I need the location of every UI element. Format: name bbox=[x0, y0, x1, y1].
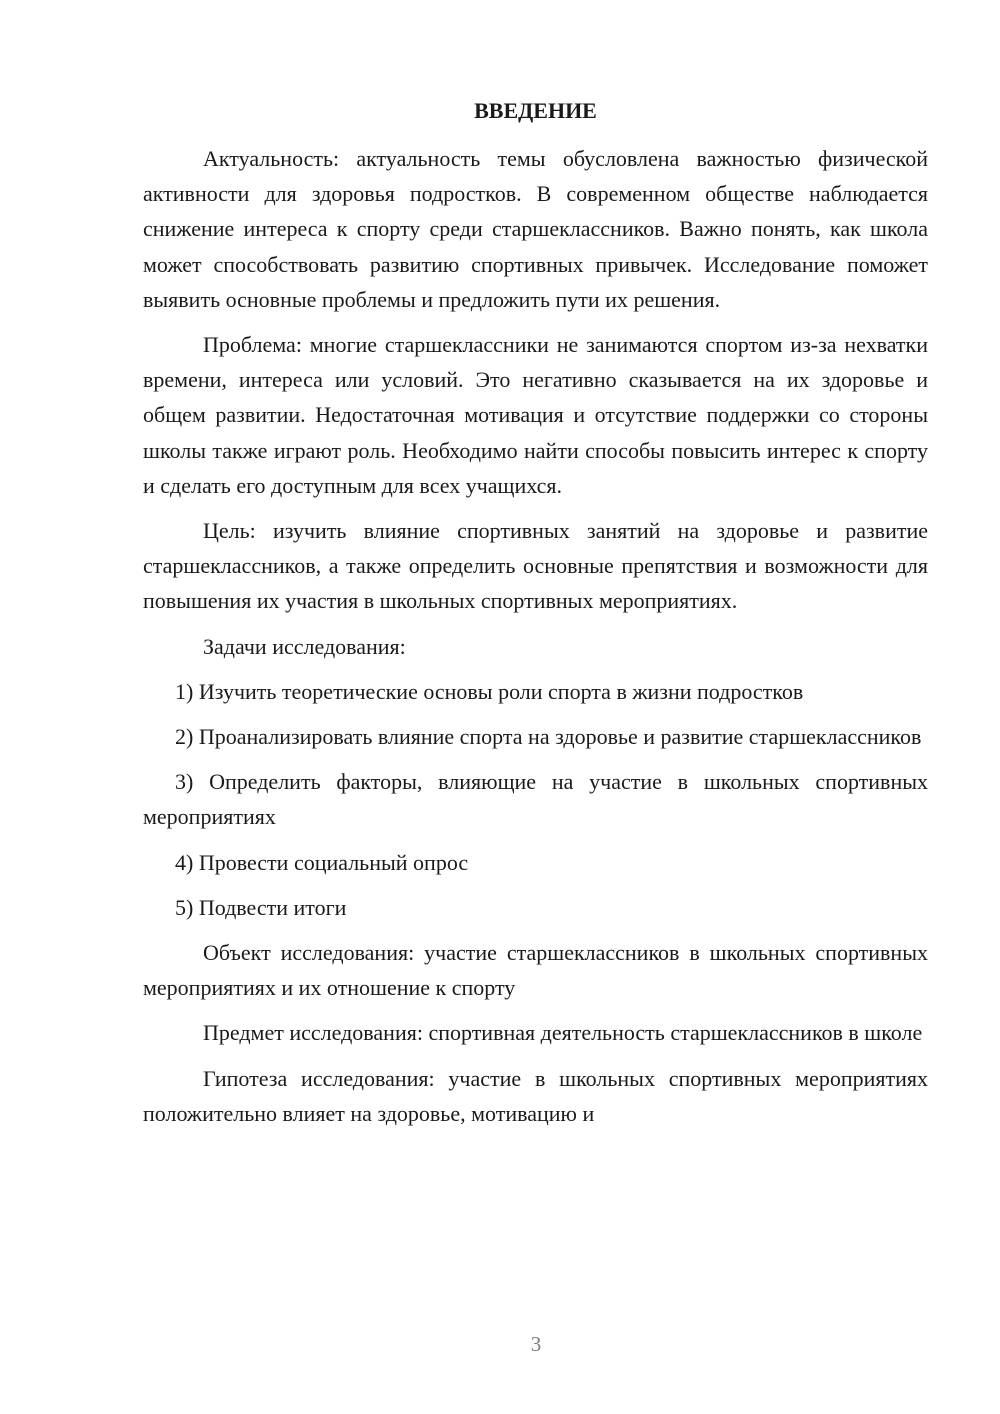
document-page bbox=[143, 96, 928, 1141]
task-item-5: 5) Подвести итоги bbox=[175, 894, 347, 920]
task-item-4: 4) Провести социальный опрос bbox=[175, 849, 469, 875]
paragraph-subject: Предмет исследования: спортивная деятельность старшеклассников в школе bbox=[203, 1020, 923, 1046]
section-title: ВВЕДЕНИЕ bbox=[474, 98, 597, 123]
paragraph-hypothesis: Гипотеза исследования: участие в школьных спортивных мероприятиях положительно влияет на здоровье, мотивацию и bbox=[143, 1065, 928, 1126]
page-number: 3 bbox=[530, 1332, 542, 1356]
paragraph-problem: Проблема: многие старшеклассники не занимаются спортом из-за нехватки времени, интереса или условий. Это негативно сказывается на их здоровье и общем развитии. Недостаточная мотивация и отсутствие поддержки со стороны школы также играют роль. Необходимо найти способы повысить интерес к спорту и сделать его доступным для всех учащихся. bbox=[143, 332, 928, 498]
paragraph-tasks-heading: Задачи исследования: bbox=[203, 633, 406, 659]
task-item-1: 1) Изучить теоретические основы роли спорта в жизни подростков bbox=[175, 678, 804, 704]
paragraph-object: Объект исследования: участие старшеклассников в школьных спортивных мероприятиях и их отношение к спорту bbox=[143, 940, 928, 1001]
paragraph-goal: Цель: изучить влияние спортивных занятий на здоровье и развитие старшеклассников, а также определить основные препятствия и возможности для повышения их участия в школьных спортивных мероприятиях. bbox=[143, 518, 928, 614]
task-item-3: 3) Определить факторы, влияющие на участие в школьных спортивных мероприятиях bbox=[143, 769, 928, 830]
paragraph-relevance: Актуальность: актуальность темы обусловлена важностью физической активности для здоровья подростков. В современном обществе наблюдается снижение интереса к спорту среди старшеклассников. Важно понять, как школа может способствовать развитию спортивных привычек. Исследование поможет выявить основные проблемы и предложить пути их решения. bbox=[143, 146, 928, 312]
task-item-2: 2) Проанализировать влияние спорта на здоровье и развитие старшеклассников bbox=[175, 724, 922, 750]
